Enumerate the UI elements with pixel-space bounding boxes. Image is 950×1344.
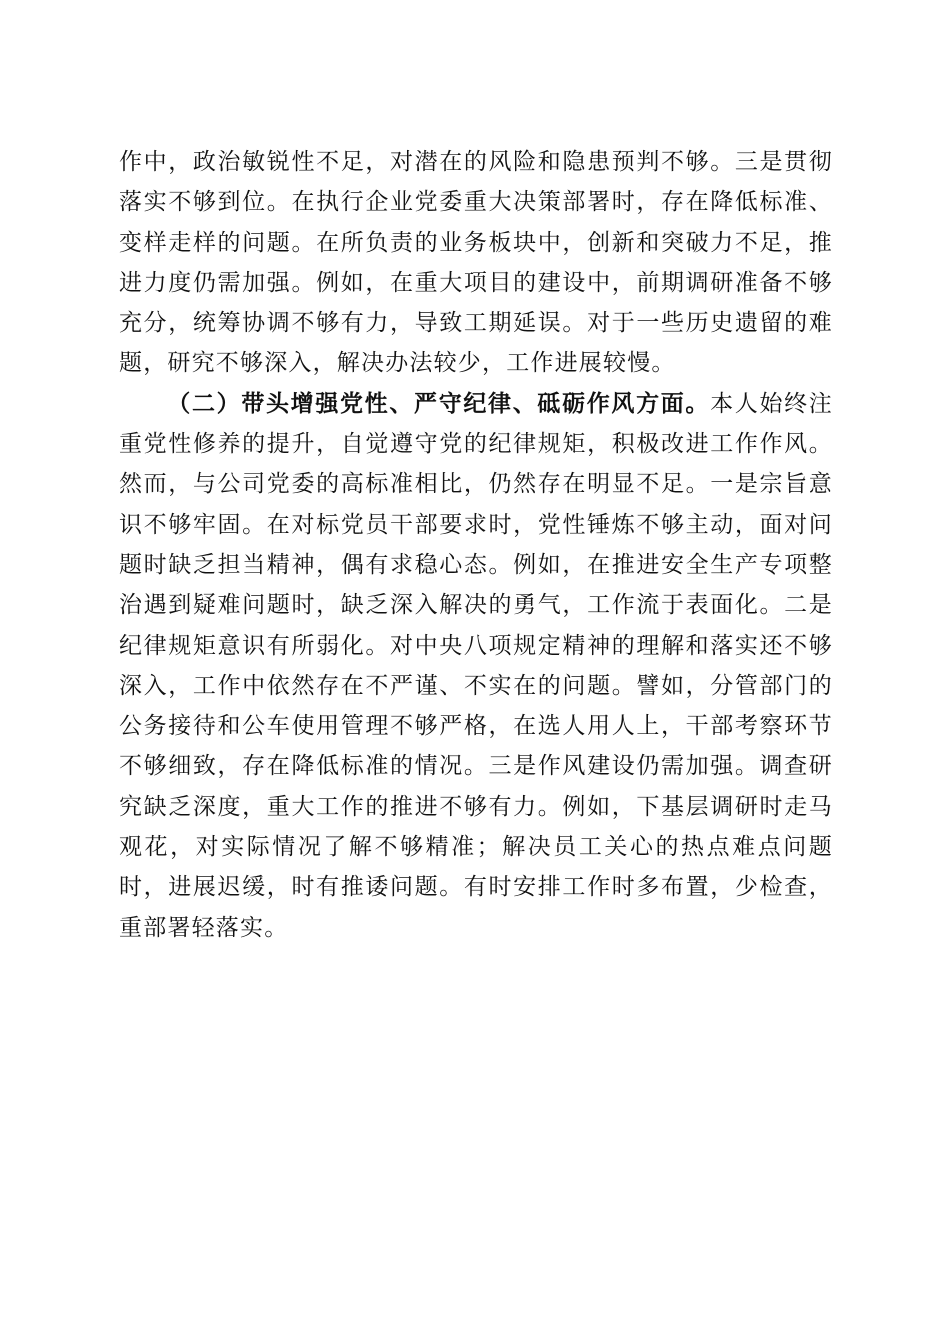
section-heading: （二）带头增强党性、严守纪律、砥砺作风方面。 bbox=[167, 389, 711, 417]
section-body: 本人始终注重党性修养的提升，自觉遵守党的纪律规矩，积极改进工作作风。然而，与公司党委的高标准相比，仍然存在明显不足。一是宗旨意识不够牢固。在对标党员干部要求时，党性锤炼不够主动，面对问题时缺乏担当精神，偶有求稳心态。例如，在推进安全生产专项整治遇到疑难问题时，缺乏深入解决的勇气，工作流于表面化。二是纪律规矩意识有所弱化。对中央八项规定精神的理解和落实还不够深入，工作中依然存在不严谨、不实在的问题。譬如，分管部门的公务接待和公车使用管理不够严格，在选人用人上，干部考察环节不够细致，存在降低标准的情况。三是作风建设仍需加强。调查研究缺乏深度，重大工作的推进不够有力。例如，下基层调研时走马观花，对实际情况了解不够精准；解决员工关心的热点难点问题时，进展迟缓，时有推诿问题。有时安排工作时多布置，少检查，重部署轻落实。 bbox=[119, 390, 834, 941]
paragraph-continuation: 作中，政治敏锐性不足，对潜在的风险和隐患预判不够。三是贯彻落实不够到位。在执行企业党委重大决策部署时，存在降低标准、变样走样的问题。在所负责的业务板块中，创新和突破力不足，推进力度仍需加强。例如，在重大项目的建设中，前期调研准备不够充分，统筹协调不够有力，导致工期延误。对于一些历史遗留的难题，研究不够深入，解决办法较少，工作进展较慢。 bbox=[119, 149, 833, 377]
paragraph-section-two bbox=[119, 384, 833, 948]
document-body bbox=[119, 142, 833, 948]
